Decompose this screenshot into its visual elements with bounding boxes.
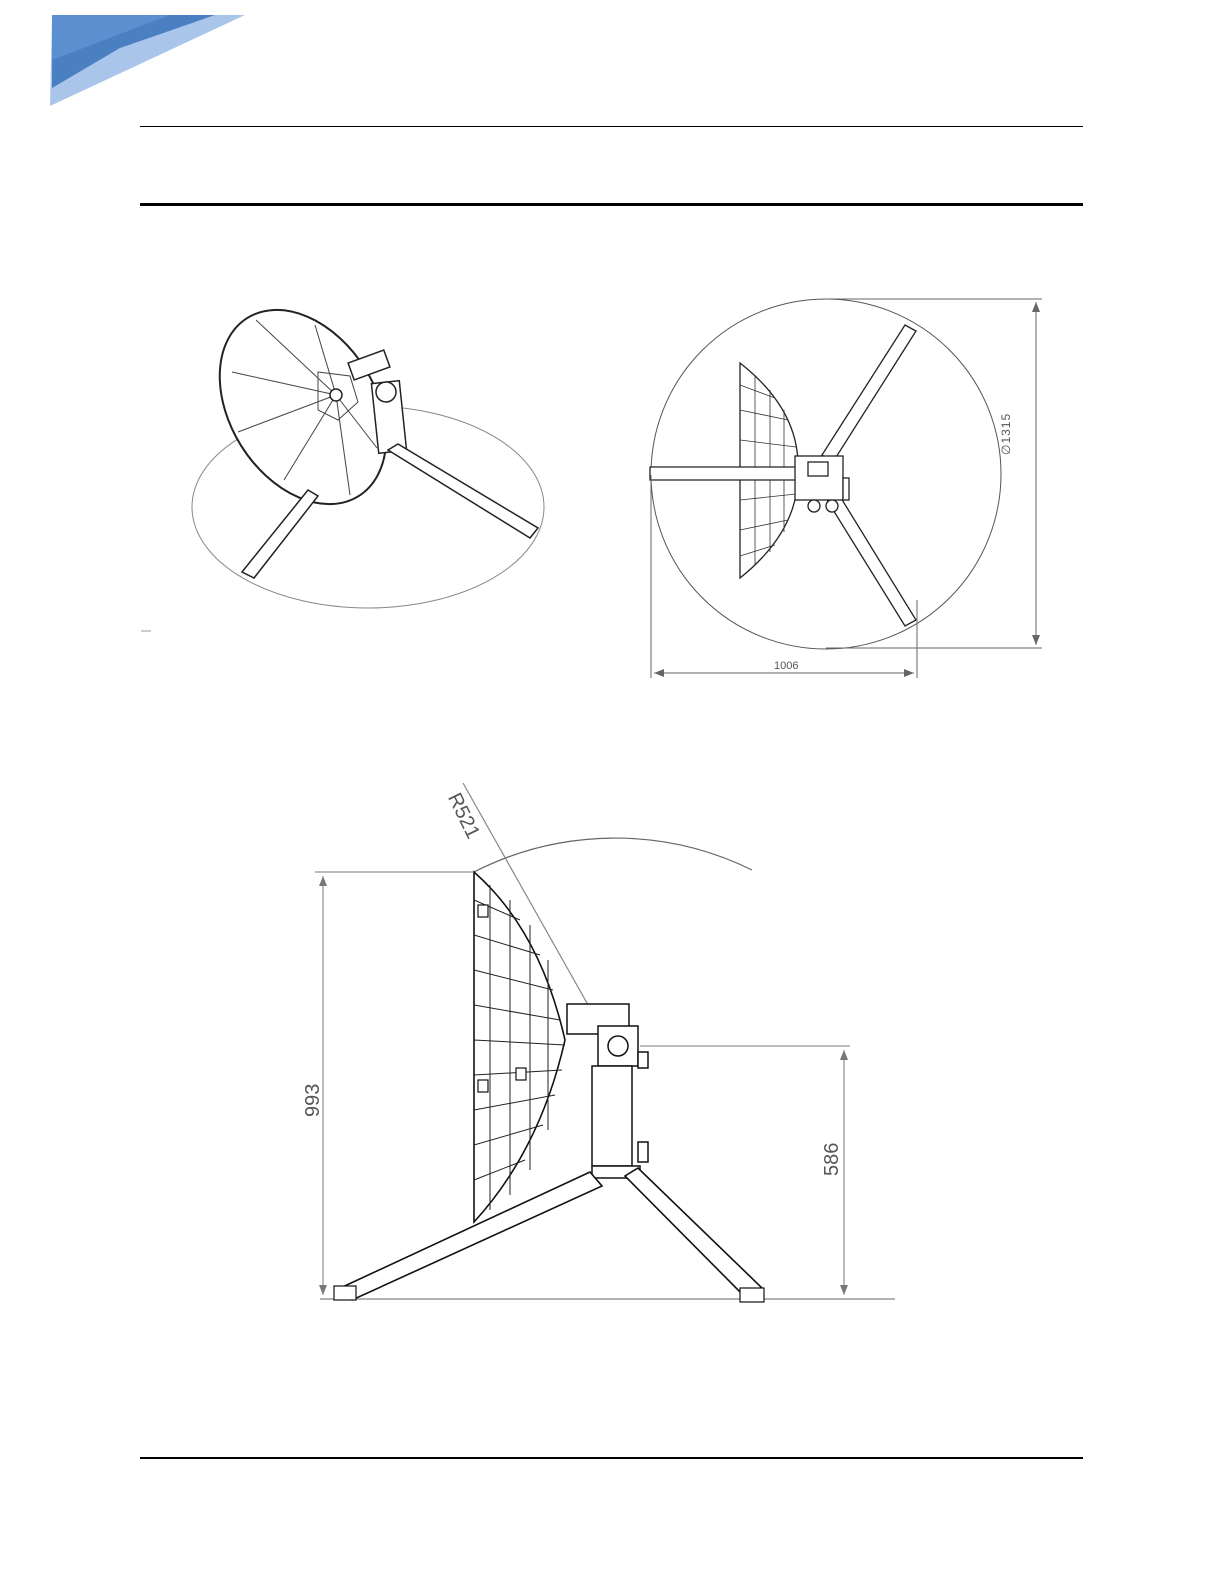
side-dish-outline <box>474 872 565 1222</box>
dim-mount-height-label: 586 <box>821 1142 843 1176</box>
dim-radius-label: R521 <box>443 789 484 843</box>
dim-height-label: 993 <box>302 1083 324 1117</box>
dim-width-label: 1006 <box>774 660 799 672</box>
radius-arc <box>474 838 752 872</box>
dim-diameter-label: ∅1315 <box>999 412 1013 455</box>
